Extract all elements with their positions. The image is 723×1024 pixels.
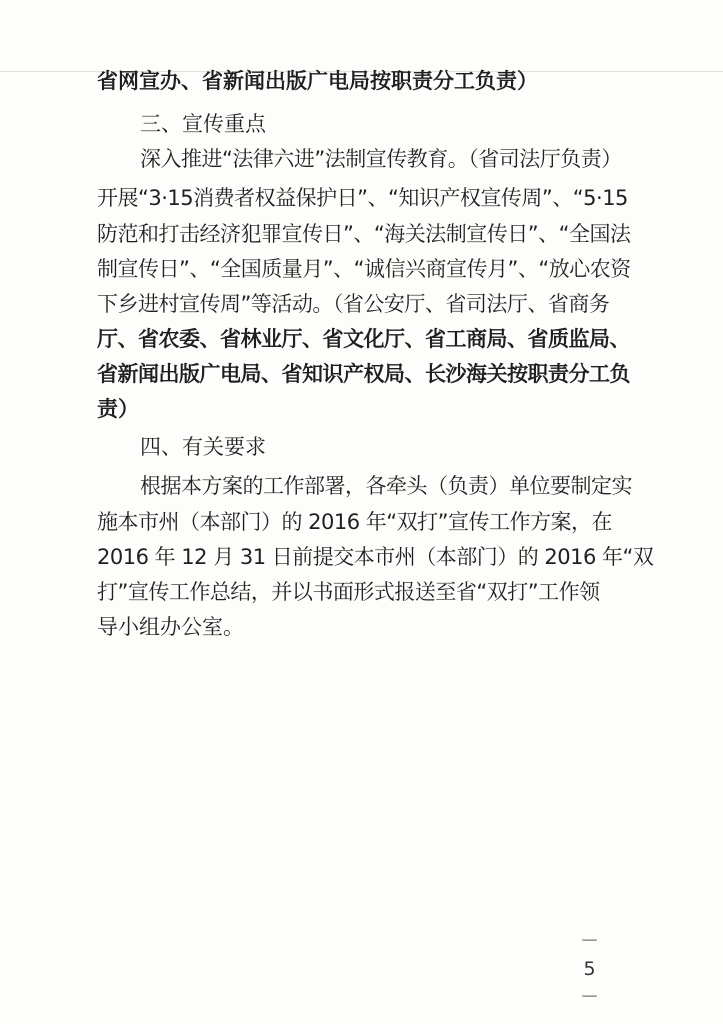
section-heading-requirements: 四、有关要求 xyxy=(140,435,266,459)
section-heading-publicity-focus: 三、宣传重点 xyxy=(140,112,266,136)
paragraph-line-4: 开展“3·15消费者权益保护日”、“知识产权宣传周”、“5·15 xyxy=(97,186,628,210)
paragraph-line-10: 责） xyxy=(97,397,139,421)
paragraph-line-1: 省网宣办、省新闻出版广电局按职责分工负责） xyxy=(97,69,538,93)
paragraph-line-5: 防范和打击经济犯罪宣传日”、“海关法制宣传日”、“全国法 xyxy=(97,222,631,246)
paragraph-line-13: 施本市州（本部门）的 2016 年“双打”宣传工作方案，在 xyxy=(97,510,613,534)
paragraph-line-9: 省新闻出版广电局、省知识产权局、长沙海关按职责分工负 xyxy=(97,362,630,386)
paragraph-line-15: 打”宣传工作总结，并以书面形式报送至省“双打”工作领 xyxy=(97,580,600,604)
paragraph-line-3: 深入推进“法律六进”法制宣传教育。（省司法厅负责） xyxy=(140,147,622,171)
paragraph-line-8: 厅、省农委、省林业厅、省文化厅、省工商局、省质监局、 xyxy=(97,327,630,351)
paragraph-line-14: 2016 年 12 月 31 日前提交本市州（本部门）的 2016 年“双 xyxy=(97,545,654,569)
paragraph-line-7: 下乡进村宣传周”等活动。（省公安厅、省司法厅、省商务 xyxy=(97,292,610,316)
paragraph-line-12: 根据本方案的工作部署，各牵头（负责）单位要制定实 xyxy=(140,474,632,498)
page-number: － 5 － xyxy=(579,930,600,1008)
paragraph-line-16: 导小组办公室。 xyxy=(97,615,244,639)
paragraph-line-6: 制宣传日”、“全国质量月”、“诚信兴商宣传月”、“放心农资 xyxy=(97,257,631,281)
